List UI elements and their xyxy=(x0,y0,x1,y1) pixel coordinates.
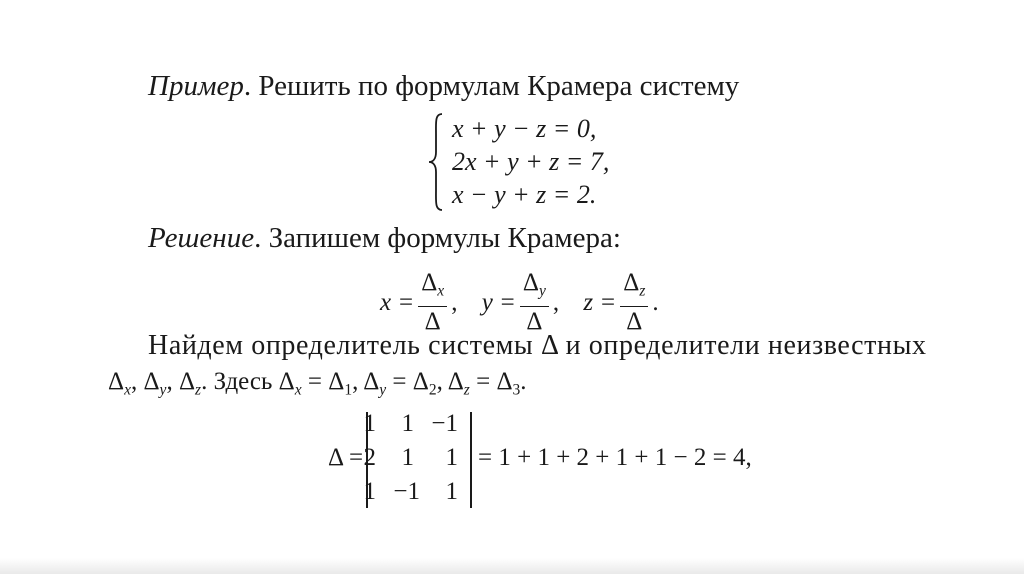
subscript-y: y xyxy=(538,282,546,300)
matrix-cell: 1 xyxy=(363,410,376,437)
paragraph-line-2 xyxy=(108,368,527,399)
comma: , xyxy=(436,368,443,395)
subscript-x: x xyxy=(124,381,131,399)
matrix-cell: 2 xyxy=(363,444,376,471)
formula-y xyxy=(482,268,559,337)
example-text: . Решить по формулам Крамера систему xyxy=(243,70,740,102)
matrix-cell: −1 xyxy=(431,410,458,437)
delta-symbol: Δ xyxy=(178,368,196,395)
equation-2: 2x + y + z = 7, xyxy=(452,147,610,176)
equation-system xyxy=(420,112,640,214)
delta-symbol: Δ xyxy=(447,368,464,395)
delta-symbol: Δ xyxy=(421,269,438,296)
formula-x-var: x = xyxy=(380,288,415,316)
example-word: Пример xyxy=(148,70,244,102)
matrix-cell: 1 xyxy=(445,444,458,471)
formula-z-var: z = xyxy=(583,288,617,316)
fraction-x xyxy=(418,268,447,337)
determinant-equation xyxy=(328,410,752,510)
subscript-1: 1 xyxy=(344,381,353,399)
subscript-z: z xyxy=(639,282,646,300)
equals-delta: = Δ xyxy=(386,368,429,395)
determinant-lhs: Δ = xyxy=(328,444,364,471)
subscript-2: 2 xyxy=(428,381,437,399)
subscript-z: z xyxy=(463,381,470,399)
subscript-x: x xyxy=(437,282,445,300)
fraction-y xyxy=(520,268,549,337)
formula-y-var: y = xyxy=(481,288,516,316)
matrix-cell: 1 xyxy=(401,444,414,471)
matrix-cell: 1 xyxy=(363,478,376,505)
matrix-cell: −1 xyxy=(393,478,420,505)
formula-end: . xyxy=(652,288,659,316)
solution-text: . Запишем формулы Крамера: xyxy=(254,222,621,254)
subscript-3: 3 xyxy=(512,381,521,399)
fraction-z-denominator: Δ xyxy=(626,308,643,336)
comma: , xyxy=(166,368,173,395)
paragraph-line-1: Найдем определитель системы Δ и определители неизвестных xyxy=(148,330,927,361)
subscript-y: y xyxy=(379,381,387,399)
equation-3: x − y + z = 2. xyxy=(452,180,597,209)
fraction-z xyxy=(620,268,648,337)
delta-symbol: Δ xyxy=(623,269,640,296)
cramer-formulas xyxy=(380,268,677,336)
equals-delta: = Δ xyxy=(301,368,345,395)
comma: , xyxy=(130,368,138,395)
example-heading xyxy=(148,70,739,103)
curly-brace-icon xyxy=(428,112,444,212)
equals-delta: = Δ xyxy=(469,368,513,395)
solution-heading xyxy=(148,222,621,255)
delta-symbol: Δ xyxy=(108,368,125,395)
subscript-y: y xyxy=(159,381,167,399)
formula-x xyxy=(380,268,457,337)
matrix-cell: 1 xyxy=(445,478,458,505)
separator-2: , xyxy=(552,288,560,316)
determinant-right-bar xyxy=(470,412,472,508)
determinant-rhs: = 1 + 1 + 2 + 1 + 1 − 2 = 4, xyxy=(478,444,752,471)
fraction-z-numerator xyxy=(620,268,648,307)
comma: , xyxy=(352,368,359,395)
delta-symbol: Δ xyxy=(143,368,160,395)
equation-1: x + y − z = 0, xyxy=(452,114,597,143)
subscript-z: z xyxy=(195,381,202,399)
matrix-cell: 1 xyxy=(401,410,414,437)
formula-z xyxy=(583,268,658,337)
fraction-x-denominator: Δ xyxy=(424,308,441,336)
subscript-x: x xyxy=(294,381,302,399)
here-text: . Здесь xyxy=(201,368,279,395)
separator-1: , xyxy=(451,288,458,316)
solution-word: Решение xyxy=(148,222,255,254)
period: . xyxy=(520,368,527,395)
fraction-y-denominator: Δ xyxy=(526,308,543,336)
delta-symbol: Δ xyxy=(278,368,295,395)
fraction-y-numerator xyxy=(520,268,549,307)
bottom-shadow xyxy=(0,558,1024,574)
delta-symbol: Δ xyxy=(363,368,380,395)
fraction-x-numerator xyxy=(418,268,447,307)
delta-symbol: Δ xyxy=(522,269,539,296)
